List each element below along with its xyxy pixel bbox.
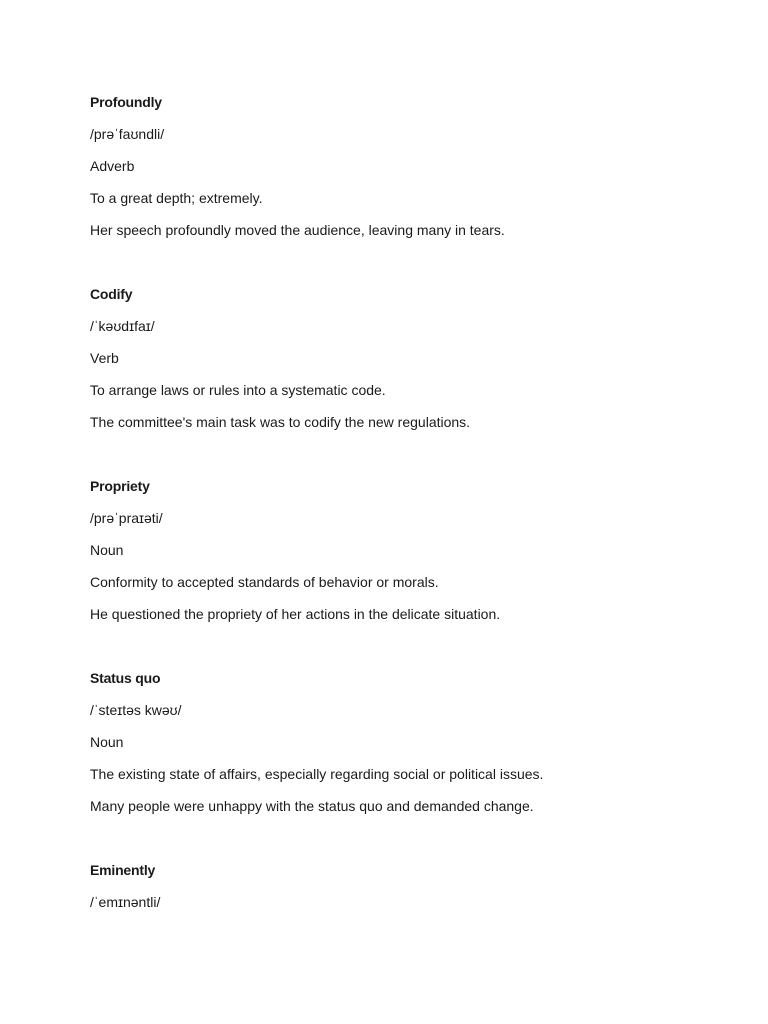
entry-pronunciation: /ˈemɪnəntli/ (90, 894, 161, 910)
entry-part-of-speech: Noun (90, 542, 124, 558)
entry-example: The committee's main task was to codify the new regulations. (90, 414, 471, 430)
entry-word: Status quo (90, 670, 161, 686)
vocab-entry-status-quo (90, 668, 730, 828)
entry-word: Eminently (90, 862, 156, 878)
entry-part-of-speech: Noun (90, 734, 124, 750)
entry-example: Her speech profoundly moved the audience, leaving many in tears. (90, 222, 505, 238)
entry-part-of-speech: Adverb (90, 158, 135, 174)
entry-example: Many people were unhappy with the status quo and demanded change. (90, 798, 534, 814)
entry-definition: Conformity to accepted standards of behavior or morals. (90, 574, 439, 590)
entry-pronunciation: /prəˈfaʊndli/ (90, 126, 165, 142)
vocab-entry-eminently (90, 860, 730, 924)
vocab-entry-propriety (90, 476, 730, 636)
entry-part-of-speech: Verb (90, 350, 119, 366)
entry-pronunciation: /ˈsteɪtəs kwəʊ/ (90, 702, 182, 718)
entry-word: Propriety (90, 478, 150, 494)
entry-pronunciation: /prəˈpraɪəti/ (90, 510, 163, 526)
vocabulary-document (90, 92, 730, 956)
entry-example: He questioned the propriety of her actions in the delicate situation. (90, 606, 501, 622)
entry-definition: To arrange laws or rules into a systematic code. (90, 382, 386, 398)
entry-definition: To a great depth; extremely. (90, 190, 263, 206)
entry-definition: The existing state of affairs, especially regarding social or political issues. (90, 766, 544, 782)
entry-word: Profoundly (90, 94, 162, 110)
entry-word: Codify (90, 286, 133, 302)
vocab-entry-codify (90, 284, 730, 444)
vocab-entry-profoundly (90, 92, 730, 252)
entry-pronunciation: /ˈkəʊdɪfaɪ/ (90, 318, 155, 334)
